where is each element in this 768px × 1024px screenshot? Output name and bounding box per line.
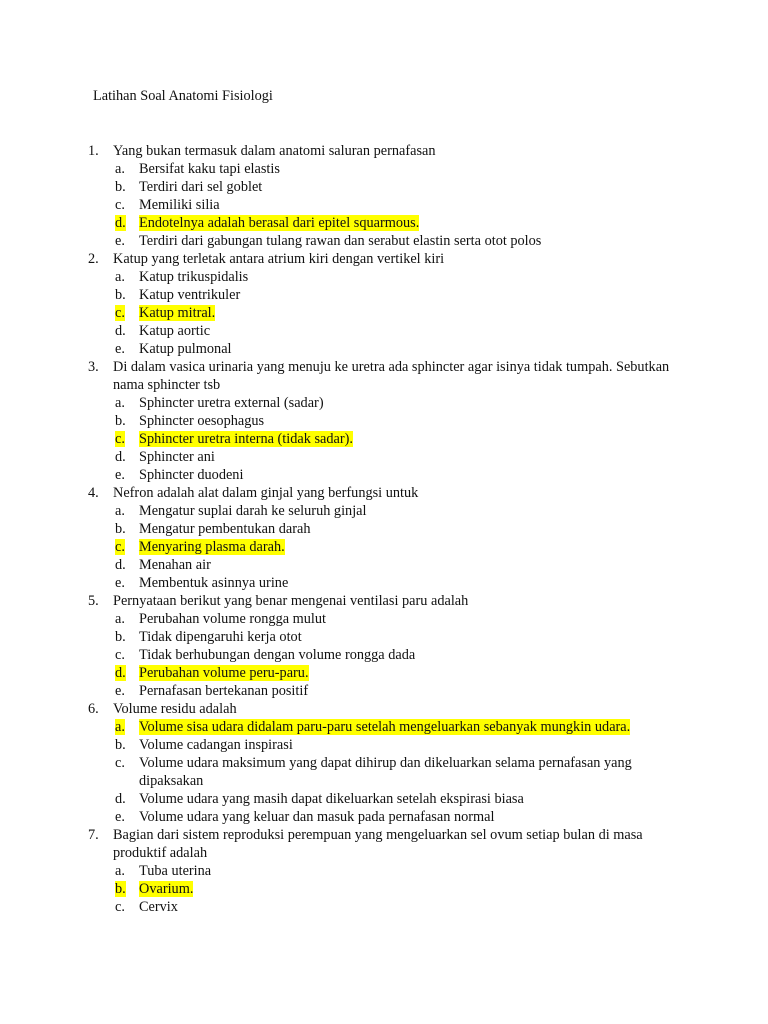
option-letter: c. xyxy=(115,755,125,771)
question-stem xyxy=(0,250,768,268)
option-text: Katup mitral. xyxy=(139,305,216,321)
question-item xyxy=(0,250,768,358)
question-item xyxy=(0,592,768,700)
option-text: Tidak berhubungan dengan volume rongga dada xyxy=(139,647,416,663)
answer-option-highlighted xyxy=(0,304,768,322)
answer-option xyxy=(0,160,768,178)
question-stem xyxy=(0,826,768,862)
option-text: Katup trikuspidalis xyxy=(139,269,249,285)
question-list xyxy=(0,142,768,916)
question-item xyxy=(0,142,768,250)
answer-option xyxy=(0,268,768,286)
option-letter: b. xyxy=(115,521,126,537)
option-text: Pernafasan bertekanan positif xyxy=(139,683,309,699)
option-letter: b. xyxy=(115,737,126,753)
question-stem xyxy=(0,592,768,610)
option-letter: e. xyxy=(115,233,125,249)
option-letter: b. xyxy=(115,179,126,195)
option-letter: d. xyxy=(115,215,126,231)
option-letter: a. xyxy=(115,395,125,411)
option-text: Katup aortic xyxy=(139,323,211,339)
option-letter: b. xyxy=(115,413,126,429)
question-stem xyxy=(0,358,768,394)
option-letter: a. xyxy=(115,503,125,519)
option-text: Terdiri dari gabungan tulang rawan dan serabut elastin serta otot polos xyxy=(139,233,542,249)
option-text: Tidak dipengaruhi kerja otot xyxy=(139,629,302,645)
answer-option xyxy=(0,808,768,826)
option-text: Memiliki silia xyxy=(139,197,220,213)
option-text: Bersifat kaku tapi elastis xyxy=(139,161,280,177)
answer-option xyxy=(0,196,768,214)
question-stem xyxy=(0,484,768,502)
question-number: 2. xyxy=(88,251,99,267)
answer-option xyxy=(0,574,768,592)
question-stem xyxy=(0,700,768,718)
option-letter: a. xyxy=(115,863,125,879)
question-number: 5. xyxy=(88,593,99,609)
question-item xyxy=(0,358,768,484)
option-letter: a. xyxy=(115,719,125,735)
option-text: Volume cadangan inspirasi xyxy=(139,737,293,753)
answer-option xyxy=(0,466,768,484)
question-number: 3. xyxy=(88,359,99,375)
question-number: 1. xyxy=(88,143,99,159)
option-letter: b. xyxy=(115,881,126,897)
option-text: Perubahan volume rongga mulut xyxy=(139,611,327,627)
option-text: Volume udara yang masih dapat dikeluarkan setelah ekspirasi biasa xyxy=(139,791,524,807)
question-text: Bagian dari sistem reproduksi perempuan yang mengeluarkan sel ovum setiap bulan di masa produktif adalah xyxy=(113,827,643,861)
option-text: Terdiri dari sel goblet xyxy=(139,179,263,195)
question-text: Pernyataan berikut yang benar mengenai ventilasi paru adalah xyxy=(113,593,469,609)
answer-option xyxy=(0,628,768,646)
question-item xyxy=(0,484,768,592)
answer-option xyxy=(0,520,768,538)
option-text: Ovarium. xyxy=(139,881,194,897)
question-number: 4. xyxy=(88,485,99,501)
answer-option xyxy=(0,862,768,880)
option-text: Mengatur suplai darah ke seluruh ginjal xyxy=(139,503,367,519)
question-item xyxy=(0,700,768,826)
document-title: Latihan Soal Anatomi Fisiologi xyxy=(93,88,273,104)
question-number: 7. xyxy=(88,827,99,843)
option-letter: d. xyxy=(115,791,126,807)
answer-option xyxy=(0,556,768,574)
question-text: Yang bukan termasuk dalam anatomi saluran pernafasan xyxy=(113,143,436,159)
answer-option xyxy=(0,232,768,250)
option-text: Menyaring plasma darah. xyxy=(139,539,285,555)
option-text: Menahan air xyxy=(139,557,211,573)
option-text: Endotelnya adalah berasal dari epitel squarmous. xyxy=(139,215,420,231)
question-item xyxy=(0,826,768,916)
option-letter: a. xyxy=(115,269,125,285)
option-letter: a. xyxy=(115,611,125,627)
answer-option xyxy=(0,898,768,916)
option-letter: a. xyxy=(115,161,125,177)
option-letter: d. xyxy=(115,449,126,465)
option-letter: b. xyxy=(115,287,126,303)
question-stem xyxy=(0,142,768,160)
option-text: Sphincter oesophagus xyxy=(139,413,265,429)
option-letter: e. xyxy=(115,809,125,825)
option-letter: c. xyxy=(115,647,125,663)
option-letter: e. xyxy=(115,467,125,483)
answer-option xyxy=(0,448,768,466)
answer-option-highlighted xyxy=(0,538,768,556)
option-text: Sphincter duodeni xyxy=(139,467,244,483)
option-letter: c. xyxy=(115,305,125,321)
option-letter: d. xyxy=(115,557,126,573)
question-number: 6. xyxy=(88,701,99,717)
option-letter: d. xyxy=(115,323,126,339)
answer-option xyxy=(0,682,768,700)
answer-option xyxy=(0,610,768,628)
question-text: Katup yang terletak antara atrium kiri dengan vertikel kiri xyxy=(113,251,445,267)
answer-option xyxy=(0,322,768,340)
answer-option-highlighted xyxy=(0,880,768,898)
answer-option-highlighted xyxy=(0,664,768,682)
option-text: Cervix xyxy=(139,899,178,915)
option-text: Volume udara maksimum yang dapat dihirup dan dikeluarkan selama pernafasan yang dipaksakan xyxy=(139,755,632,789)
answer-option-highlighted xyxy=(0,718,768,736)
answer-option xyxy=(0,736,768,754)
option-text: Perubahan volume peru-paru. xyxy=(139,665,309,681)
option-text: Membentuk asinnya urine xyxy=(139,575,289,591)
option-text: Mengatur pembentukan darah xyxy=(139,521,311,537)
answer-option xyxy=(0,646,768,664)
answer-option xyxy=(0,412,768,430)
option-text: Katup ventrikuler xyxy=(139,287,241,303)
option-text: Sphincter uretra external (sadar) xyxy=(139,395,324,411)
answer-option xyxy=(0,754,768,790)
question-text: Nefron adalah alat dalam ginjal yang berfungsi untuk xyxy=(113,485,419,501)
option-letter: e. xyxy=(115,341,125,357)
answer-option xyxy=(0,394,768,412)
option-text: Tuba uterina xyxy=(139,863,212,879)
answer-option xyxy=(0,178,768,196)
answer-option xyxy=(0,340,768,358)
answer-option-highlighted xyxy=(0,214,768,232)
option-text: Volume udara yang keluar dan masuk pada pernafasan normal xyxy=(139,809,495,825)
option-letter: d. xyxy=(115,665,126,681)
option-letter: b. xyxy=(115,629,126,645)
option-letter: e. xyxy=(115,683,125,699)
option-letter: c. xyxy=(115,431,125,447)
answer-option xyxy=(0,790,768,808)
option-text: Katup pulmonal xyxy=(139,341,232,357)
answer-option-highlighted xyxy=(0,430,768,448)
answer-option xyxy=(0,502,768,520)
option-letter: c. xyxy=(115,539,125,555)
answer-option xyxy=(0,286,768,304)
option-letter: e. xyxy=(115,575,125,591)
question-text: Volume residu adalah xyxy=(113,701,237,717)
option-letter: c. xyxy=(115,197,125,213)
question-text: Di dalam vasica urinaria yang menuju ke uretra ada sphincter agar isinya tidak tumpah. Sebutkan nama sphincter tsb xyxy=(113,359,670,393)
option-text: Volume sisa udara didalam paru-paru setelah mengeluarkan sebanyak mungkin udara. xyxy=(139,719,631,735)
option-text: Sphincter ani xyxy=(139,449,215,465)
option-letter: c. xyxy=(115,899,125,915)
option-text: Sphincter uretra interna (tidak sadar). xyxy=(139,431,353,447)
